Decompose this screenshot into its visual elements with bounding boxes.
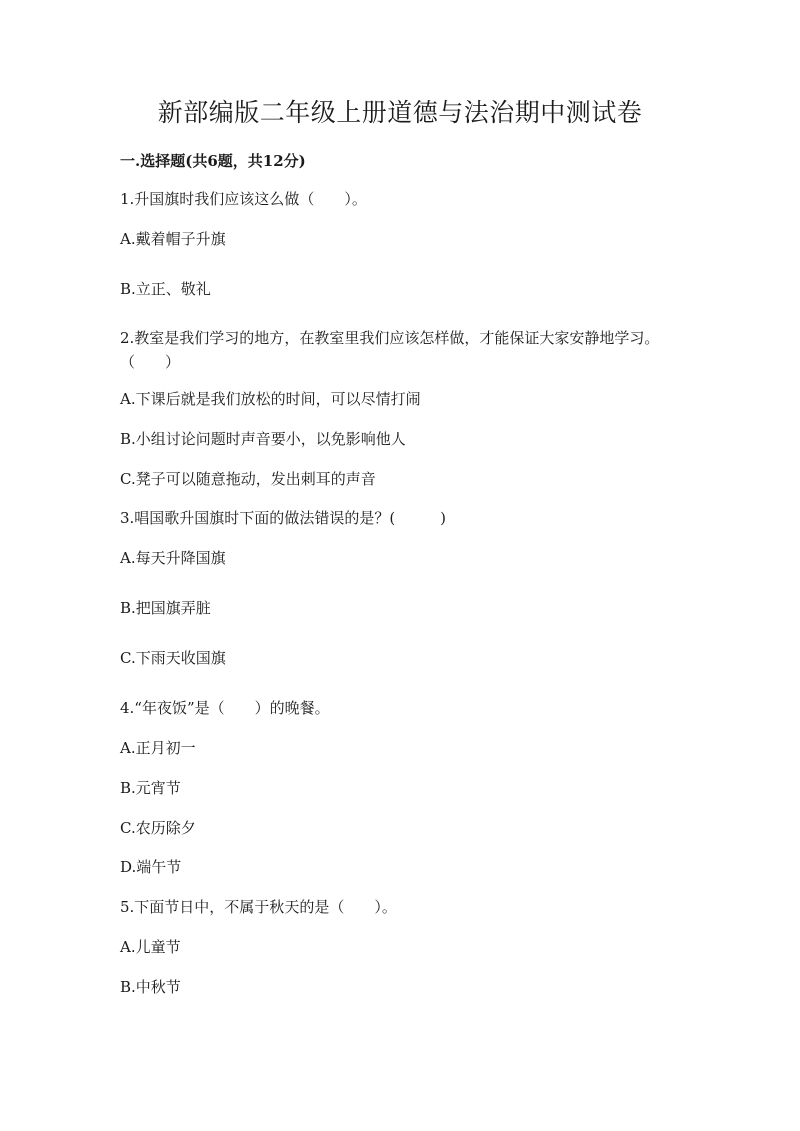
question-1-option-b: B.立正、敬礼 bbox=[120, 280, 211, 298]
question-2-option-a: A.下课后就是我们放松的时间，可以尽情打闹 bbox=[120, 390, 421, 408]
question-4-option-c: C.农历除夕 bbox=[120, 819, 196, 837]
question-5-option-b: B.中秋节 bbox=[120, 978, 181, 996]
question-2-stem: 2.教室是我们学习的地方，在教室里我们应该怎样做，才能保证大家安静地学习。（ ） bbox=[120, 329, 660, 371]
question-4-stem: 4.“年夜饭”是（ ）的晚餐。 bbox=[120, 699, 330, 717]
question-5-option-a: A.儿童节 bbox=[120, 938, 181, 956]
question-3-option-b: B.把国旗弄脏 bbox=[120, 599, 211, 617]
question-4-option-b: B.元宵节 bbox=[120, 779, 181, 797]
section-heading: 一.选择题(共6题，共12分) bbox=[120, 152, 306, 170]
page-title: 新部编版二年级上册道德与法治期中测试卷 bbox=[157, 98, 643, 127]
question-2-option-c: C.凳子可以随意拖动，发出刺耳的声音 bbox=[120, 470, 376, 488]
question-1-stem: 1.升国旗时我们应该这么做（ ）。 bbox=[120, 190, 367, 208]
question-4-option-d: D.端午节 bbox=[120, 858, 182, 876]
question-5-stem: 5.下面节日中，不属于秋天的是（ ）。 bbox=[120, 898, 397, 916]
question-3-option-c: C.下雨天收国旗 bbox=[120, 649, 226, 667]
question-3-option-a: A.每天升降国旗 bbox=[120, 549, 226, 567]
question-2-option-b: B.小组讨论问题时声音要小，以免影响他人 bbox=[120, 430, 406, 448]
question-1-option-a: A.戴着帽子升旗 bbox=[120, 230, 226, 248]
question-4-option-a: A.正月初一 bbox=[120, 739, 196, 757]
question-3-stem: 3.唱国歌升国旗时下面的做法错误的是？( ) bbox=[120, 509, 447, 527]
